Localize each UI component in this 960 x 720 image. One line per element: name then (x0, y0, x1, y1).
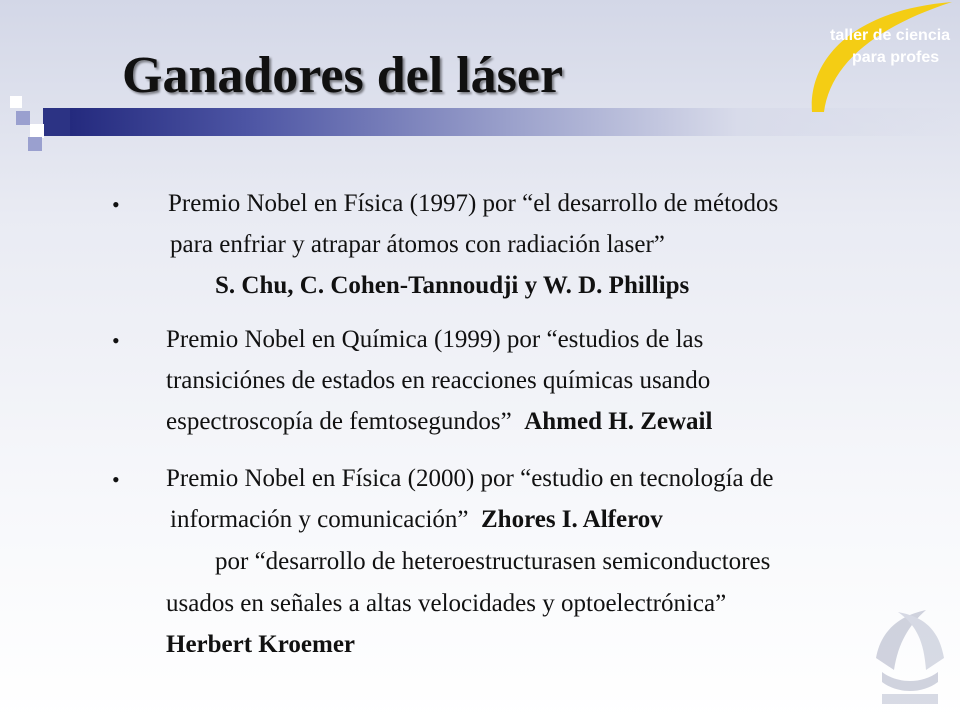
square-4 (30, 124, 44, 138)
bullet-1: • (112, 192, 120, 217)
square-3 (43, 108, 71, 136)
item-1-winners-name: S. Chu, C. Cohen-Tannoudji y W. D. Phillips (215, 272, 690, 299)
item-2-line-3 (166, 407, 712, 437)
item-2-winner: Ahmed H. Zewail (524, 408, 713, 435)
square-2 (16, 111, 30, 125)
item-1-line-1: Premio Nobel en Física (1997) por “el desarrollo de métodos (168, 190, 779, 217)
slide-title: Ganadores del láser (122, 47, 564, 104)
item-2-line-1: Premio Nobel en Química (1999) por “estudios de las (166, 326, 704, 353)
item-3-line-3: por “desarrollo de heteroestructurasen semiconductores (215, 548, 771, 575)
logo-text-line1: taller de ciencia (830, 27, 951, 44)
item-1-line-2: para enfriar y atrapar átomos con radiación laser” (170, 231, 665, 258)
logo (802, 0, 960, 118)
item-3-line-4: usados en señales a altas velocidades y optoelectrónica” (166, 590, 727, 617)
square-1 (10, 96, 22, 108)
item-3-winner-2: Herbert Kroemer (166, 631, 356, 658)
item-3-line-1: Premio Nobel en Física (2000) por “estudio en tecnología de (166, 465, 774, 492)
item-3-winner-2-line (166, 630, 355, 660)
item-2-line-3-text: espectroscopía de femtosegundos” (166, 408, 512, 435)
bullet-2: • (112, 328, 120, 353)
square-5 (28, 137, 42, 151)
item-1-winners (215, 271, 689, 301)
item-2-line-2: transiciónes de estados en reacciones químicas usando (166, 367, 711, 394)
bullet-3: • (112, 467, 120, 492)
item-3-winner-1: Zhores I. Alferov (481, 506, 663, 533)
watermark-emblem-icon (868, 610, 952, 710)
logo-text-line2: para profes (852, 49, 940, 66)
item-3-line-2 (170, 505, 663, 535)
item-3-line-2-text: información y comunicación” (170, 506, 469, 533)
